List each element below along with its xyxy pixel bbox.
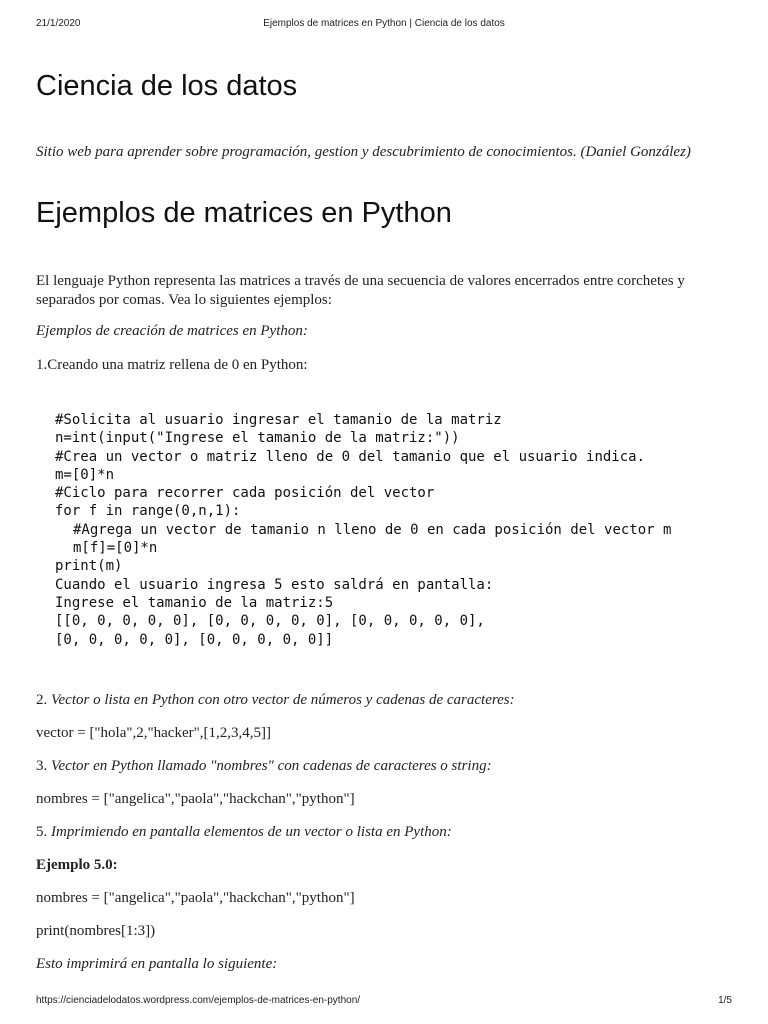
code-block bbox=[55, 411, 671, 649]
item-5-text: Imprimiendo en pantalla elementos de un vector o lista en Python: bbox=[51, 824, 452, 840]
item-3-heading bbox=[36, 757, 732, 776]
intro-paragraph: El lenguaje Python representa las matrices a través de una secuencia de valores encerrados entre corchetes y separados por comas. Vea lo siguientes ejemplos: bbox=[36, 273, 685, 308]
item-2-code: vector = ["hola",2,"hacker",[1,2,3,4,5]] bbox=[36, 725, 271, 741]
item-3-number: 3. bbox=[36, 758, 51, 774]
example-code-1: nombres = ["angelica","paola","hackchan","python"] bbox=[36, 890, 355, 906]
print-page-title: Ejemplos de matrices en Python | Ciencia de los datos bbox=[263, 18, 505, 29]
code-line: m[f]=[0]*n bbox=[73, 540, 158, 557]
code-line: Ingrese el tamanio de la matriz:5 bbox=[55, 594, 334, 611]
print-date: 21/1/2020 bbox=[36, 18, 81, 29]
item-1-heading: 1.Creando una matriz rellena de 0 en Python: bbox=[36, 357, 308, 373]
item-5-heading bbox=[36, 823, 732, 842]
examples-heading: Ejemplos de creación de matrices en Python: bbox=[36, 323, 308, 339]
code-line: #Ciclo para recorrer cada posición del vector bbox=[55, 485, 435, 502]
code-line: for f in range(0,n,1): bbox=[55, 503, 241, 520]
code-line: Cuando el usuario ingresa 5 esto saldrá en pantalla: bbox=[55, 576, 494, 593]
code-line: n=int(input("Ingrese el tamanio de la matriz:")) bbox=[55, 430, 460, 447]
item-2-text: Vector o lista en Python con otro vector de números y cadenas de caracteres: bbox=[51, 692, 515, 708]
post-title: Ejemplos de matrices en Python bbox=[36, 197, 452, 229]
code-line: #Crea un vector o matriz lleno de 0 del tamanio que el usuario indica. bbox=[55, 448, 646, 465]
example-heading: Ejemplo 5.0: bbox=[36, 857, 118, 873]
code-line: #Solicita al usuario ingresar el tamanio de la matriz bbox=[55, 412, 502, 428]
code-line: print(m) bbox=[55, 558, 123, 575]
item-5-number: 5. bbox=[36, 824, 51, 840]
item-2-heading bbox=[36, 691, 732, 710]
print-url[interactable]: https://cienciadelodatos.wordpress.com/ejemplos-de-matrices-en-python/ bbox=[36, 995, 361, 1006]
outro-text: Esto imprimirá en pantalla lo siguiente: bbox=[36, 956, 278, 972]
site-title[interactable]: Ciencia de los datos bbox=[36, 70, 298, 102]
site-tagline: Sitio web para aprender sobre programación, gestion y descubrimiento de conocimientos. (Daniel González) bbox=[36, 144, 691, 160]
code-line: #Agrega un vector de tamanio n lleno de 0 en cada posición del vector m bbox=[73, 521, 672, 538]
example-code-2: print(nombres[1:3]) bbox=[36, 923, 156, 939]
code-line: [0, 0, 0, 0, 0], [0, 0, 0, 0, 0]] bbox=[55, 631, 334, 648]
page-number: 1/5 bbox=[718, 995, 732, 1006]
code-line: m=[0]*n bbox=[55, 466, 115, 483]
item-3-text: Vector en Python llamado "nombres" con cadenas de caracteres o string: bbox=[51, 758, 492, 774]
item-3-code: nombres = ["angelica","paola","hackchan","python"] bbox=[36, 791, 355, 807]
code-line: [[0, 0, 0, 0, 0], [0, 0, 0, 0, 0], [0, 0, 0, 0, 0], bbox=[55, 613, 485, 630]
item-2-number: 2. bbox=[36, 692, 51, 708]
